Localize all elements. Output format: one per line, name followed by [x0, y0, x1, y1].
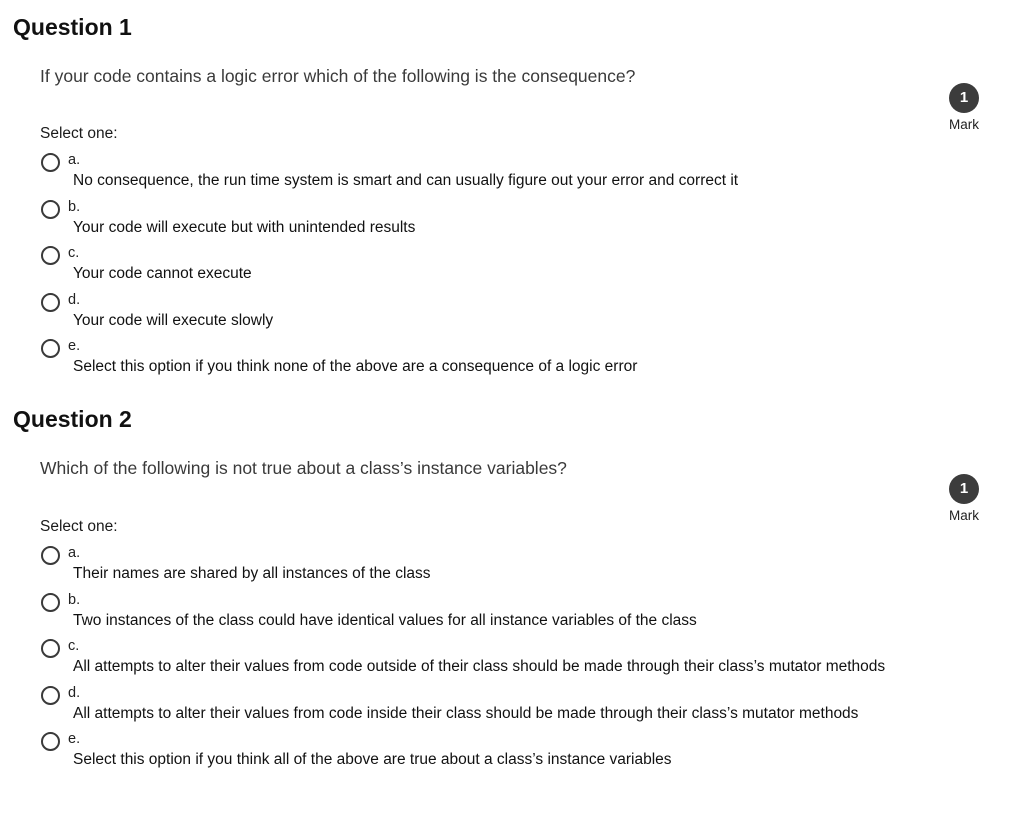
answer-list — [40, 543, 1000, 776]
answer-option-d[interactable] — [40, 290, 1000, 337]
question-text: If your code contains a logic error which of the following is the consequence? — [40, 66, 636, 86]
answer-letter: b. — [68, 591, 81, 608]
radio-button[interactable] — [41, 639, 60, 658]
marks-label: Mark — [949, 508, 979, 523]
answer-text[interactable]: Their names are shared by all instances of the class — [73, 565, 431, 582]
select-one-label: Select one: — [40, 125, 118, 142]
answer-option-d[interactable] — [40, 683, 1000, 730]
answer-option-e[interactable] — [40, 729, 1000, 776]
radio-button[interactable] — [41, 686, 60, 705]
answer-option-b[interactable] — [40, 590, 1000, 637]
radio-button[interactable] — [41, 200, 60, 219]
answer-letter: a. — [68, 152, 81, 168]
answer-letter: e. — [68, 338, 81, 355]
answer-text[interactable]: Select this option if you think all of the above are true about a class’s instance variables — [73, 751, 672, 769]
answer-option-c[interactable] — [40, 636, 1000, 683]
answer-text[interactable]: Your code will execute slowly — [73, 311, 274, 329]
answer-text[interactable]: All attempts to alter their values from code outside of their class should be made through their class’s mutator methods — [73, 658, 886, 676]
question-text: Which of the following is not true about a class’s instance variables? — [40, 458, 567, 478]
marks-count: 1 — [949, 83, 979, 113]
answer-letter: e. — [68, 731, 81, 748]
answer-letter: a. — [68, 545, 81, 561]
radio-button[interactable] — [41, 246, 60, 265]
answer-text[interactable]: All attempts to alter their values from code inside their class should be made through their class’s mutator methods — [73, 704, 859, 722]
answer-option-e[interactable] — [40, 336, 1000, 383]
answer-letter: c. — [68, 638, 80, 655]
answer-letter: b. — [68, 198, 81, 215]
answer-text[interactable]: Two instances of the class could have identical values for all instance variables of the class — [73, 611, 697, 629]
answer-option-c[interactable] — [40, 243, 1000, 290]
question-title: Question 1 — [13, 14, 132, 40]
radio-button[interactable] — [41, 339, 60, 358]
radio-button[interactable] — [41, 732, 60, 751]
radio-button[interactable] — [41, 593, 60, 612]
answer-letter: c. — [68, 245, 80, 262]
radio-button[interactable] — [41, 546, 60, 565]
answer-text[interactable]: Your code cannot execute — [73, 265, 252, 283]
answer-text[interactable]: Your code will execute but with unintended results — [73, 218, 416, 236]
answer-letter: d. — [68, 291, 81, 308]
question-title: Question 2 — [13, 406, 132, 432]
answer-option-b[interactable] — [40, 197, 1000, 244]
answer-text[interactable]: No consequence, the run time system is smart and can usually figure out your error and correct it — [73, 172, 739, 189]
radio-button[interactable] — [41, 153, 60, 172]
answer-letter: d. — [68, 684, 81, 701]
answer-list — [40, 150, 1000, 383]
marks-count: 1 — [949, 474, 979, 504]
radio-button[interactable] — [41, 293, 60, 312]
marks-label: Mark — [949, 117, 979, 132]
marks-badge — [944, 83, 984, 132]
answer-option-a[interactable] — [40, 543, 1000, 590]
marks-badge — [944, 474, 984, 523]
select-one-label: Select one: — [40, 518, 118, 535]
answer-option-a[interactable] — [40, 150, 1000, 197]
answer-text[interactable]: Select this option if you think none of the above are a consequence of a logic error — [73, 358, 638, 376]
